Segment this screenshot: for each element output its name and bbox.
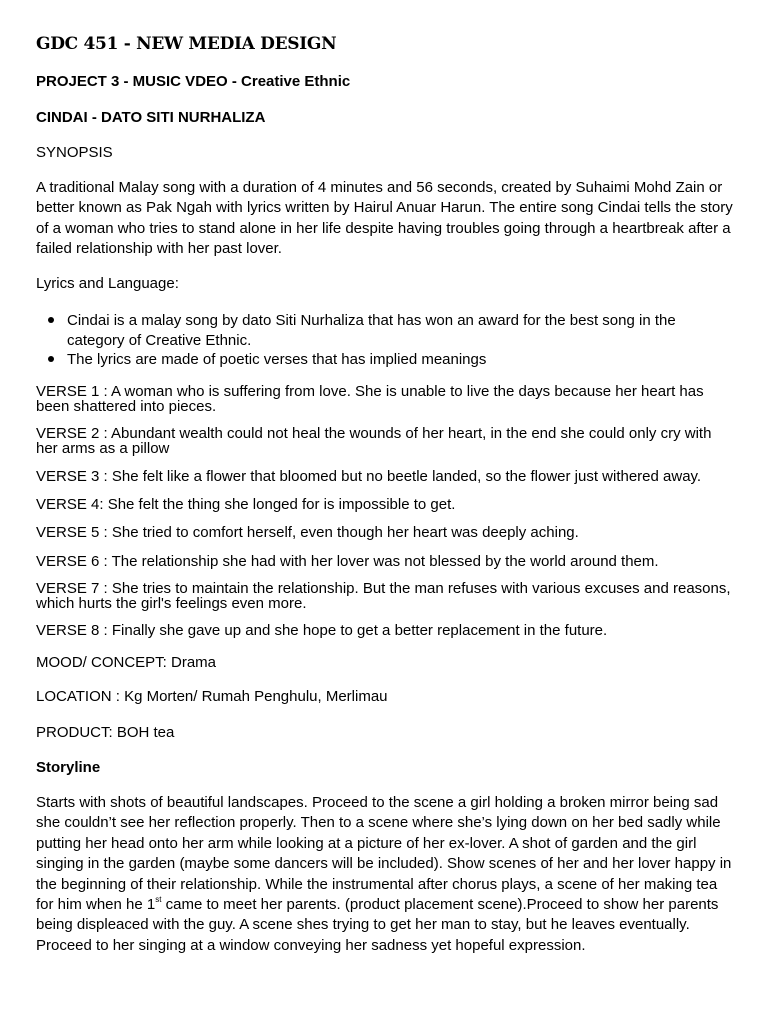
song-title: CINDAI - DATO SITI NURHALIZA xyxy=(36,109,266,126)
verse-7: VERSE 7 : She tries to maintain the relationship. But the man refuses with various excuses and reasons, which hurts the girl's feelings even more. xyxy=(36,580,731,612)
product: PRODUCT: BOH tea xyxy=(36,724,175,741)
verse-6: VERSE 6 : The relationship she had with her lover was not blessed by the world around them. xyxy=(36,553,659,570)
list-item: The lyrics are made of poetic verses that has implied meanings xyxy=(36,350,736,370)
storyline-label: Storyline xyxy=(36,759,101,776)
project-title: PROJECT 3 - MUSIC VDEO - Creative Ethnic xyxy=(36,73,351,90)
verse-1: VERSE 1 : A woman who is suffering from love. She is unable to live the days because her heart has been shattered into pieces. xyxy=(36,383,704,415)
synopsis-label: SYNOPSIS xyxy=(36,144,113,161)
storyline-text-part-2: came to meet her parents. (product placement scene).Proceed to show her parents being displeaced with the guy. A scene shes trying to get her man to stay, but he leaves eventually. Proceed to her singing at a window conveying her sadness yet hopeful expression. xyxy=(36,896,719,954)
verse-4: VERSE 4: She felt the thing she longed for is impossible to get. xyxy=(36,496,456,513)
verse-2: VERSE 2 : Abundant wealth could not heal the wounds of her heart, in the end she could only cry with her arms as a pillow xyxy=(36,425,712,457)
storyline-text xyxy=(36,793,736,956)
ordinal-superscript: st xyxy=(155,895,162,905)
verse-5: VERSE 5 : She tried to comfort herself, even though her heart was deeply aching. xyxy=(36,524,579,541)
list-item: Cindai is a malay song by dato Siti Nurhaliza that has won an award for the best song in the category of Creative Ethnic. xyxy=(36,311,736,350)
location: LOCATION : Kg Morten/ Rumah Penghulu, Merlimau xyxy=(36,688,388,705)
verse-8: VERSE 8 : Finally she gave up and she hope to get a better replacement in the future. xyxy=(36,622,608,639)
storyline-text-part-1: Starts with shots of beautiful landscapes. Proceed to the scene a girl holding a broken mirror being sad she couldn’t see her reflection properly. Then to a scene where she’s lying down on her bed sadly while putting her head onto her arm while looking at a picture of her ex-lover. A shot of garden and the girl singing in the garden (maybe some dancers will be included). Show scenes of her and her lover happy in the beginning of their relationship. While the instrumental after chorus plays, a scene of her making tea for him when he 1 xyxy=(36,794,732,914)
synopsis-text: A traditional Malay song with a duration of 4 minutes and 56 seconds, created by Suhaimi Mohd Zain or better known as Pak Ngah with lyrics written by Hairul Anuar Harun. The entire song Cindai tells the story of a woman who tries to stand alone in her life despite having troubles going through a heartbreak after a failed relationship with her past lover. xyxy=(36,179,733,258)
verse-3: VERSE 3 : She felt like a flower that bloomed but no beetle landed, so the flower just withered away. xyxy=(36,468,702,485)
document-heading: GDC 451 - NEW MEDIA DESIGN xyxy=(36,34,337,54)
lyrics-bullet-list xyxy=(36,311,736,370)
lyrics-label: Lyrics and Language: xyxy=(36,275,179,292)
mood-concept: MOOD/ CONCEPT: Drama xyxy=(36,654,217,671)
